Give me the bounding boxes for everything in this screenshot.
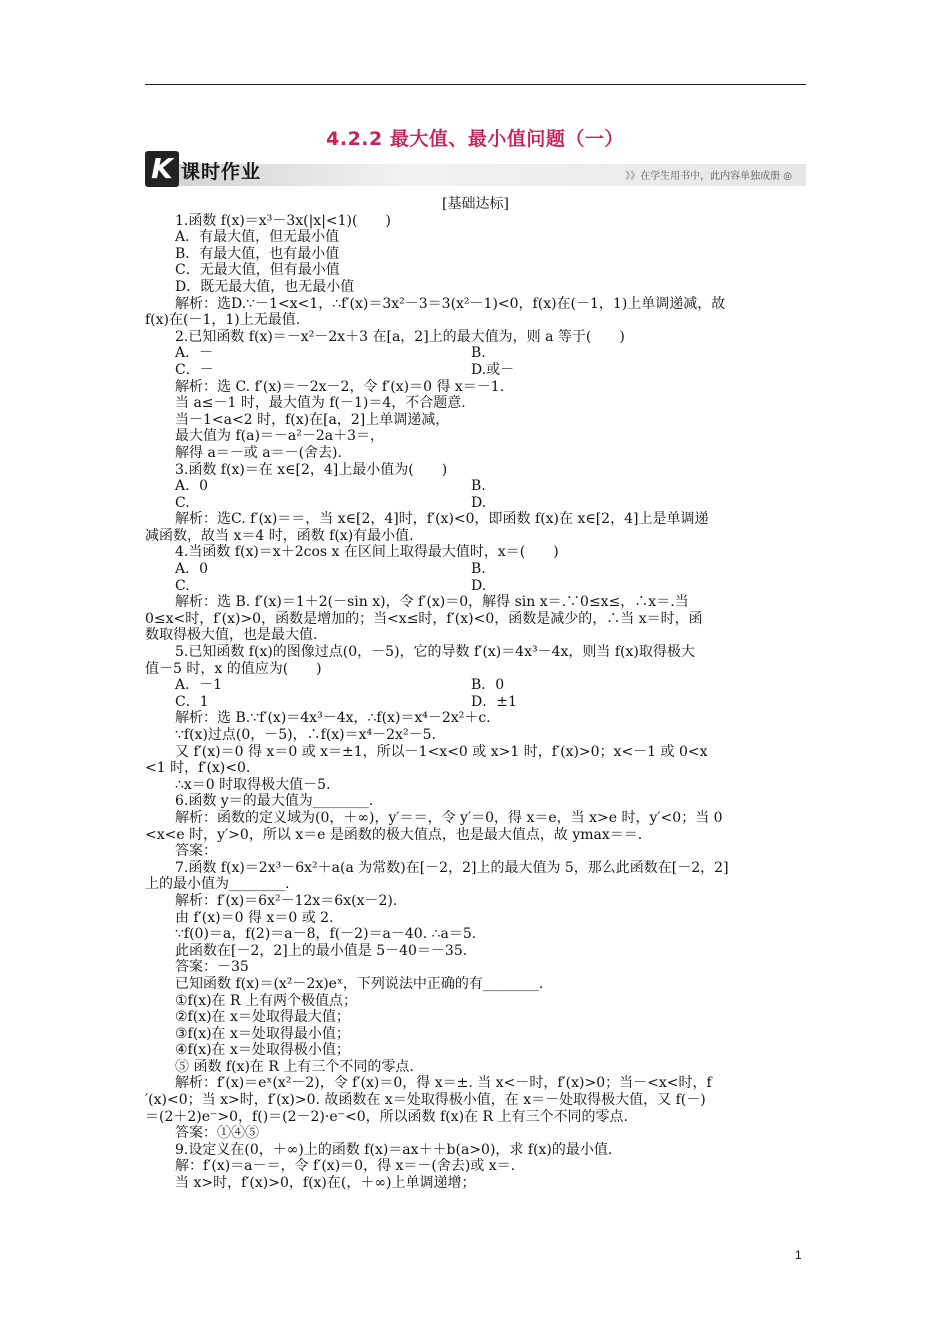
option-right: D. xyxy=(471,577,487,594)
option-right: B. xyxy=(471,478,486,495)
text-line: 解：f′(x)＝a－＝，令 f′(x)＝0，得 x＝－(舍去)或 x＝. xyxy=(175,1158,516,1175)
text-line: 解得 a＝－或 a＝－(舍去). xyxy=(175,444,342,461)
text-line: 解析：f′(x)＝6x²－12x＝6x(x－2). xyxy=(175,892,398,909)
option-right: B. xyxy=(471,345,486,362)
text-line: 解析：选D.∵－1<x<1，∴f′(x)＝3x²－3＝3(x²－1)<0，f(x)在(－1，1)上单调递减，故 xyxy=(175,295,726,312)
text-line: 上的最小值为________. xyxy=(145,876,290,893)
option-row xyxy=(145,478,806,495)
text-line: 值－5 时，x 的值应为( ) xyxy=(145,660,322,677)
text-line: ④f(x)在 x＝处取得极小值； xyxy=(175,1042,350,1059)
text-line: ①f(x)在 R 上有两个极值点； xyxy=(175,992,357,1009)
text-line: 最大值为 f(a)＝－a²－2a＋3＝， xyxy=(175,428,385,445)
text-line: D．既无最大值，也无最小值 xyxy=(175,278,355,295)
banner-label: 课时作业 xyxy=(181,161,262,183)
option-row xyxy=(145,561,806,578)
option-right: D. xyxy=(471,494,487,511)
text-line: ⑤ 函数 f(x)在 R 上有三个不同的零点. xyxy=(175,1058,414,1075)
text-line: 当－1<a<2 时，f(x)在[a，2]上单调递减， xyxy=(175,411,450,428)
text-line: 答案： xyxy=(175,843,217,860)
option-left: A．－ xyxy=(175,345,214,362)
text-line: f(x)在(－1，1)上无最值. xyxy=(145,312,301,329)
k-logo-icon: K xyxy=(145,151,179,187)
text-line: 数取得极大值，也是最大值. xyxy=(145,627,318,644)
text-line: 9.设定义在(0，＋∞)上的函数 f(x)＝ax＋＋b(a>0)，求 f(x)的最小值. xyxy=(175,1141,613,1158)
page-title: 4.2.2 最大值、最小值问题（一） xyxy=(326,128,624,150)
text-line: 当 x>时，f′(x)>0，f(x)在(，＋∞)上单调递增； xyxy=(175,1175,476,1192)
text-line: ③f(x)在 x＝处取得最小值； xyxy=(175,1025,350,1042)
text-line: 4.当函数 f(x)＝x＋2cos x 在区间上取得最大值时，x＝( ) xyxy=(175,544,559,561)
text-line: 3.函数 f(x)＝在 x∈[2，4]上最小值为( ) xyxy=(175,461,448,478)
text-line: ∵f(0)＝a，f(2)＝a－8，f(－2)＝a－40. ∴a＝5. xyxy=(175,926,477,943)
option-right: B．0 xyxy=(471,677,505,694)
text-line: 由 f′(x)＝0 得 x＝0 或 2. xyxy=(175,909,334,926)
option-right: B. xyxy=(471,561,486,578)
text-line: 此函数在[－2，2]上的最小值是 5－40＝－35. xyxy=(175,942,468,959)
text-line: 2.已知函数 f(x)＝－x²－2x＋3 在[a，2]上的最大值为，则 a 等于( ) xyxy=(175,328,625,345)
option-row xyxy=(145,345,806,362)
section-heading: [基础达标] xyxy=(442,196,509,212)
text-line: 当 a≤－1 时，最大值为 f(－1)＝4，不合题意. xyxy=(175,395,466,412)
option-left: A．0 xyxy=(175,478,209,495)
option-row xyxy=(145,677,806,694)
text-line: 解析：函数的定义域为(0，＋∞)，y′＝＝，令 y′＝0，得 x＝e，当 x>e 时，y′<0；当 0 xyxy=(175,809,723,826)
text-line: ＝(2＋2)e⁻>0，f()＝(2－2)·e⁻<0，所以函数 f(x)在 R 上有三个不同的零点. xyxy=(145,1108,628,1125)
text-line: 已知函数 f(x)＝(x²－2x)eˣ，下列说法中正确的有________. xyxy=(175,975,544,992)
option-left: C．1 xyxy=(175,693,209,710)
text-line: 答案：①④⑤ xyxy=(175,1125,259,1142)
text-line: 解析：选 C. f′(x)＝－2x－2，令 f′(x)＝0 得 x＝－1. xyxy=(175,378,505,395)
text-line: 7.函数 f(x)＝2x³－6x²＋a(a 为常数)在[－2，2]上的最大值为 5，那么此函数在[－2，2] xyxy=(175,859,729,876)
text-line: ∵f(x)过点(0，－5)，∴f(x)＝x⁴－2x²－5. xyxy=(175,727,436,743)
text-line: 5.已知函数 f(x)的图像过点(0，－5)，它的导数 f′(x)＝4x³－4x，则当 f(x)取得极大 xyxy=(175,644,695,661)
text-line: 又 f′(x)＝0 得 x＝0 或 x＝±1，所以－1<x<0 或 x>1 时，f′(x)>0；x<－1 或 0<x xyxy=(175,743,708,760)
option-right: D．±1 xyxy=(471,693,517,710)
option-left: C．－ xyxy=(175,361,214,378)
exercise-body xyxy=(145,196,806,1192)
text-line: <1 时，f′(x)<0. xyxy=(145,760,251,777)
text-line: A．有最大值，但无最小值 xyxy=(175,229,340,246)
option-left: A．－1 xyxy=(175,677,223,694)
text-line: <x<e 时，y′>0，所以 x＝e 是函数的极大值点，也是最大值点，故 ymax＝＝. xyxy=(145,826,643,843)
option-row xyxy=(145,578,806,595)
option-left: C. xyxy=(175,577,190,594)
text-line: C．无最大值，但有最小值 xyxy=(175,262,340,279)
option-left: C. xyxy=(175,494,190,511)
text-line: ∴x＝0 时取得极大值－5. xyxy=(175,776,331,793)
option-row xyxy=(145,362,806,379)
text-line: 0≤x<时，f′(x)>0，函数是增加的；当<x≤时，f′(x)<0，函数是减少的，∴当 x＝时，函 xyxy=(145,610,703,627)
text-line: 答案：－35 xyxy=(175,959,249,976)
text-line: 解析：选 B. f′(x)＝1＋2(－sin x)，令 f′(x)＝0，解得 sin x＝.∵0≤x≤，∴x＝.当 xyxy=(175,594,689,611)
homework-banner xyxy=(145,151,806,189)
text-line: 解析：选C. f′(x)＝＝，当 x∈[2，4]时，f′(x)<0，即函数 f(x)在 x∈[2，4]上是单调递 xyxy=(175,511,709,528)
text-line: 减函数，故当 x＝4 时，函数 f(x)有最小值. xyxy=(145,527,414,544)
option-right: D.或－ xyxy=(471,361,515,378)
text-line: B．有最大值，也有最小值 xyxy=(175,245,340,262)
text-line: 解析：选 B.∵f′(x)＝4x³－4x，∴f(x)＝x⁴－2x²＋c. xyxy=(175,710,491,727)
page-number: 1 xyxy=(795,1248,802,1262)
option-left: A．0 xyxy=(175,561,209,578)
text-line: 解析：f′(x)＝eˣ(x²－2)，令 f′(x)＝0，得 x＝±. 当 x<－时，f′(x)>0；当－<x<时，f xyxy=(175,1075,712,1092)
text-line: 1.函数 f(x)＝x³－3x(|x|<1)( ) xyxy=(175,212,391,229)
option-row xyxy=(145,694,806,711)
banner-note: 》》在学生用书中，此内容单独成册 ◎ xyxy=(625,171,792,182)
text-line: ②f(x)在 x＝处取得最大值； xyxy=(175,1009,350,1026)
text-line: 6.函数 y＝的最大值为________. xyxy=(175,793,374,810)
text-line: ′(x)<0；当 x>时，f′(x)>0. 故函数在 x＝处取得极小值，在 x＝－处取得极大值，又 f(－) xyxy=(145,1092,706,1109)
option-row xyxy=(145,495,806,512)
header-rule xyxy=(145,84,806,85)
